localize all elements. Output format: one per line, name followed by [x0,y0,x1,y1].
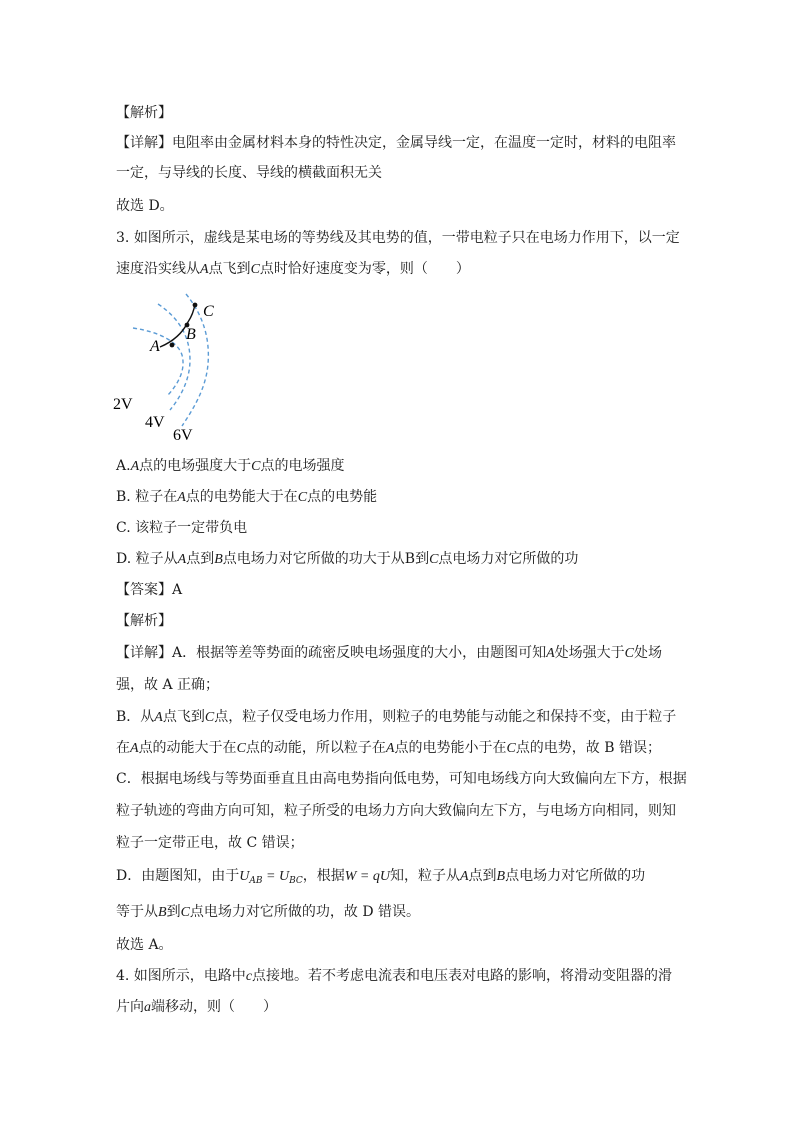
label-c: C [203,303,214,320]
q3-stem-line2: 速度沿实线从A点飞到C点时恰好速度变为零，则（ ） [116,261,470,277]
q4-stem-line1: 4. 如图所示，电路中c点接地。若不考虑电流表和电压表对电路的影响，将滑动变阻器的滑 [116,968,673,984]
point-a-dot [170,343,175,348]
q3-option-b: B. 粒子在A点的电势能大于在C点的电势能 [116,489,378,505]
conclusion-prev: 故选 D。 [116,198,174,214]
detail-prev-line1 [116,133,676,153]
q4-stem-line2: 片向a端移动，则（ ） [116,999,277,1015]
label-b: B [186,326,196,343]
q3-detail-a-line2: 强，故 A 正确； [116,677,220,693]
answer-label: 【答案】 [116,582,172,598]
q3-option-d: D. 粒子从A点到B点电场力对它所做的功大于从B到C点电场力对它所做的功 [116,551,579,567]
answer-value: A [172,582,183,598]
equipotential-line-4v [158,304,190,410]
detail-text: 电阻率由金属材料本身的特性决定，金属导线一定，在温度一定时，材料的电阻率 [172,135,676,151]
q3-detail-a-line1: 【详解】A．根据等差等势面的疏密反映电场强度的大小，由题图可知A处场强大于C处场 [116,645,663,661]
q3-detail-d-line1: D．由题图知，由于$U_{AB} = U_{BC}$，根据W = qU知，粒子从A点到B点电场力对它所做的功 [116,868,646,886]
work-formula: W = qU [344,869,390,884]
q3-jiexi-label: 【解析】 [116,613,172,629]
q3-conclusion: 故选 A。 [116,937,173,953]
q3-detail-c-line3: 粒子一定带正电，故 C 错误； [116,835,304,851]
q3-detail-d-line2: 等于从B到C点电场力对它所做的功，故 D 错误。 [116,904,421,920]
label-a: A [150,338,160,355]
jiexi-label-prev: 【解析】 [116,105,172,121]
q3-option-c: C. 该粒子一定带负电 [116,520,248,536]
q3-answer [116,580,182,600]
q3-detail-c-line1: C．根据电场线与等势面垂直且由高电势指向低电势，可知电场线方向大致偏向左下方，根据 [116,771,687,787]
q3-option-a: A.A点的电场强度大于C点的电场强度 [116,458,345,474]
potential-6v: 6V [173,427,193,442]
equipotential-figure [108,292,238,442]
detail-label: 【详解】 [116,135,172,151]
q3-detail-b-line1: B．从A点飞到C点，粒子仅受电场力作用，则粒子的电势能与动能之和保持不变，由于粒子 [116,709,677,725]
q3-detail-c-line2: 粒子轨迹的弯曲方向可知，粒子所受的电场力方向大致偏向左下方，与电场方向相同，则知 [116,803,676,819]
q3-detail-b-line2: 在A点的动能大于在C点的动能，所以粒子在A点的电势能小于在C点的电势，故 B 错误； [116,740,662,756]
detail-prev-line2: 一定，与导线的长度、导线的横截面积无关 [116,165,382,181]
potential-2v: 2V [113,396,133,413]
point-c-dot [193,303,198,308]
q3-number: 3. [116,230,130,246]
potential-4v: 4V [145,414,165,431]
q3-stem-line1: 3. 如图所示，虚线是某电场的等势线及其电势的值，一带电粒子只在电场力作用下，以一定 [116,230,680,246]
